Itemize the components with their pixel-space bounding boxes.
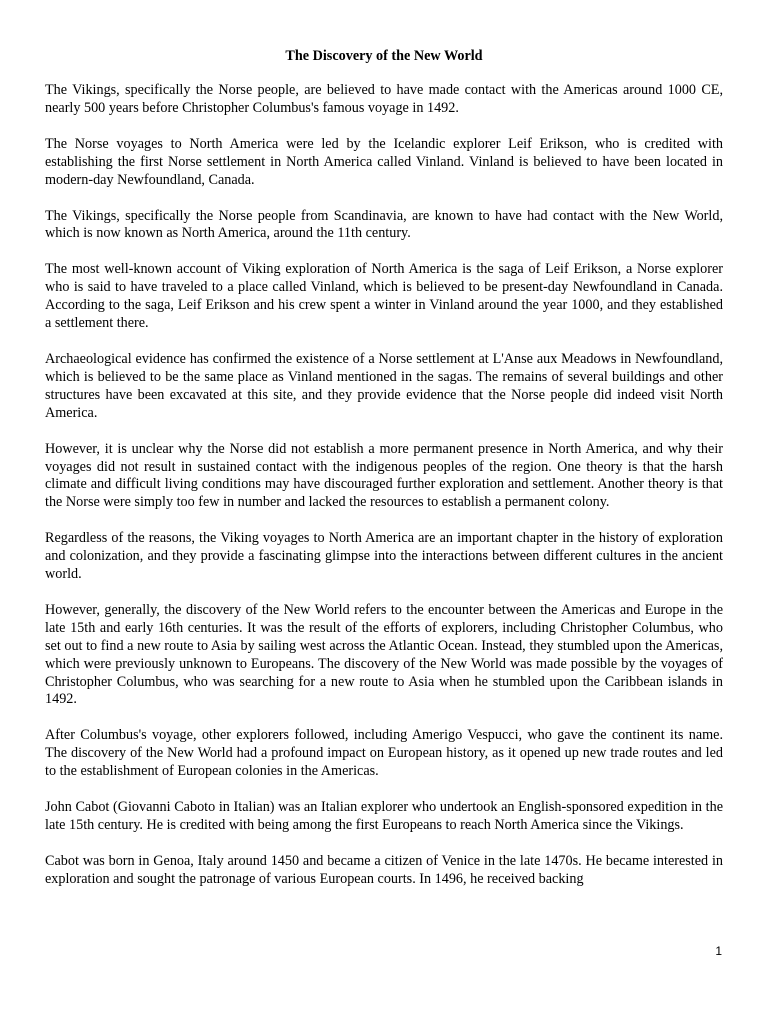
paragraph: Archaeological evidence has confirmed the existence of a Norse settlement at L'Anse aux Meadows in Newfoundland, which is believed to be the same place as Vinland mentioned in the sagas. The remains of several buildings and other structures have been excavated at this site, and they provide evidence that the Norse people did indeed visit North America. [45, 350, 723, 421]
document-title: The Discovery of the New World [285, 48, 483, 64]
paragraph: The Vikings, specifically the Norse people, are believed to have made contact with the Americas around 1000 CE, nearly 500 years before Christopher Columbus's famous voyage in 1492. [45, 82, 723, 116]
paragraph: Cabot was born in Genoa, Italy around 1450 and became a citizen of Venice in the late 1470s. He became interested in exploration and sought the patronage of various European courts. In 1496, he received backing [45, 852, 723, 887]
paragraph: The most well-known account of Viking exploration of North America is the saga of Leif Erikson, a Norse explorer who is said to have traveled to a place called Vinland, which is believed to be present-day Newfoundland in Canada. According to the saga, Leif Erikson and his crew spent a winter in Vinland around the year 1000, and they established a settlement there. [45, 261, 723, 332]
paragraph: The Vikings, specifically the Norse people from Scandinavia, are known to have had contact with the New World, which is now known as North America, around the 11th century. [45, 207, 723, 242]
paragraph: John Cabot (Giovanni Caboto in Italian) was an Italian explorer who undertook an English-sponsored expedition in the late 15th century. He is credited with being among the first Europeans to reach North America since the Vikings. [45, 799, 723, 833]
paragraph: After Columbus's voyage, other explorers followed, including Amerigo Vespucci, who gave the continent its name. The discovery of the New World had a profound impact on European history, as it opened up new trade routes and led to the establishment of European colonies in the Americas. [45, 727, 723, 780]
paragraph: However, it is unclear why the Norse did not establish a more permanent presence in North America, and why their voyages did not result in sustained contact with the indigenous peoples of the region. One theory is that the harsh climate and difficult living conditions may have discouraged further exploration and settlement. Another theory is that the Norse were simply too few in number and lacked the resources to establish a permanent colony. [45, 440, 723, 511]
paragraph: The Norse voyages to North America were led by the Icelandic explorer Leif Erikson, who is credited with establishing the first Norse settlement in North America called Vinland. Vinland is believed to have been located in modern-day Newfoundland, Canada. [45, 135, 723, 188]
document-body [45, 82, 723, 907]
paragraph: Regardless of the reasons, the Viking voyages to North America are an important chapter in the history of exploration and colonization, and they provide a fascinating glimpse into the interactions between different cultures in the ancient world. [45, 530, 723, 583]
paragraph: However, generally, the discovery of the New World refers to the encounter between the Americas and Europe in the late 15th and early 16th centuries. It was the result of the efforts of explorers, including Christopher Columbus, who set out to find a new route to Asia by sailing west across the Atlantic Ocean. Instead, they stumbled upon the Americas, which were previously unknown to Europeans. The discovery of the New World was made possible by the voyages of Christopher Columbus, who was searching for a new route to Asia when he stumbled upon the Caribbean islands in 1492. [45, 601, 723, 708]
page-number: 1 [715, 944, 722, 958]
